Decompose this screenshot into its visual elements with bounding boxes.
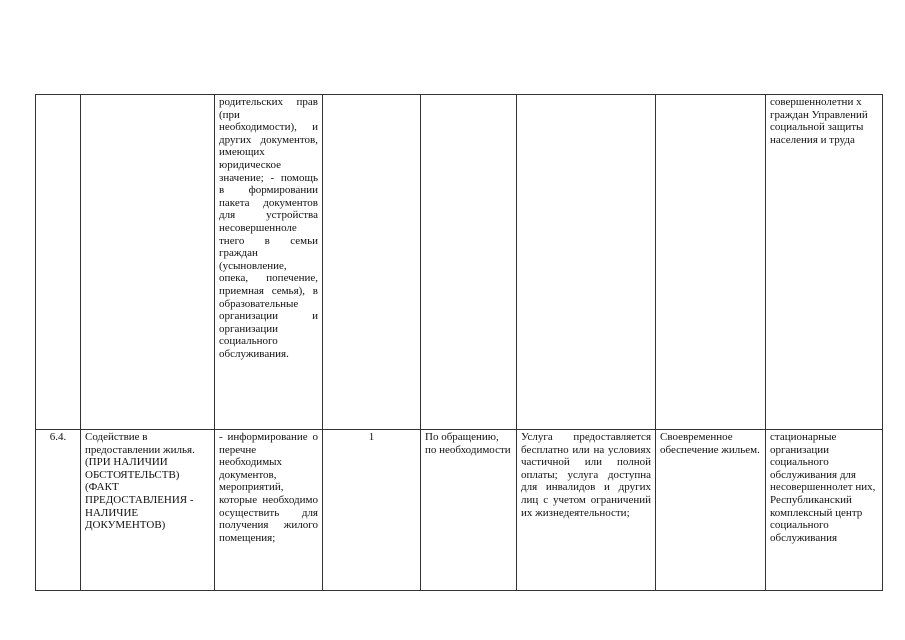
cell-volume: 1 (323, 430, 421, 591)
cell-service-content: родительских прав (при необходимости), и других документов, имеющих юридическое значение; - помощь в формировании пакета документов для устройства несовершенноле тнего в семьи граждан (усыновление, опека, попечение, приемная семья), в образовательные организации и организации социального обслуживания. (215, 95, 323, 430)
cell-number: 6.4. (36, 430, 81, 591)
cell-providers: совершеннолетни х граждан Управлений социальной защиты населения и труда (766, 95, 883, 430)
cell-providers: стационарные организации социального обслуживания для несовершеннолет них, Республиканский комплексный центр социального обслуживания (766, 430, 883, 591)
cell-service-name (81, 95, 215, 430)
cell-terms: По обращению, по необходимости (421, 430, 517, 591)
services-table (35, 94, 883, 591)
cell-conditions (517, 95, 656, 430)
cell-terms (421, 95, 517, 430)
cell-volume (323, 95, 421, 430)
cell-conditions: Услуга предоставляется бесплатно или на условиях частичной или полной оплаты; услуга доступна для инвалидов и других лиц с учетом ограничений их жизнедеятельности; (517, 430, 656, 591)
cell-indicators: Своевременное обеспечение жильем. (656, 430, 766, 591)
table-row (36, 430, 883, 591)
cell-indicators (656, 95, 766, 430)
cell-service-name: Содействие в предоставлении жилья. (ПРИ НАЛИЧИИ ОБСТОЯТЕЛЬСТВ) (ФАКТ ПРЕДОСТАВЛЕНИЯ - НАЛИЧИЕ ДОКУМЕНТОВ) (81, 430, 215, 591)
table-row (36, 95, 883, 430)
cell-service-content: - информирование о перечне необходимых документов, мероприятий, которые необходимо осуществить для получения жилого помещения; (215, 430, 323, 591)
cell-number (36, 95, 81, 430)
